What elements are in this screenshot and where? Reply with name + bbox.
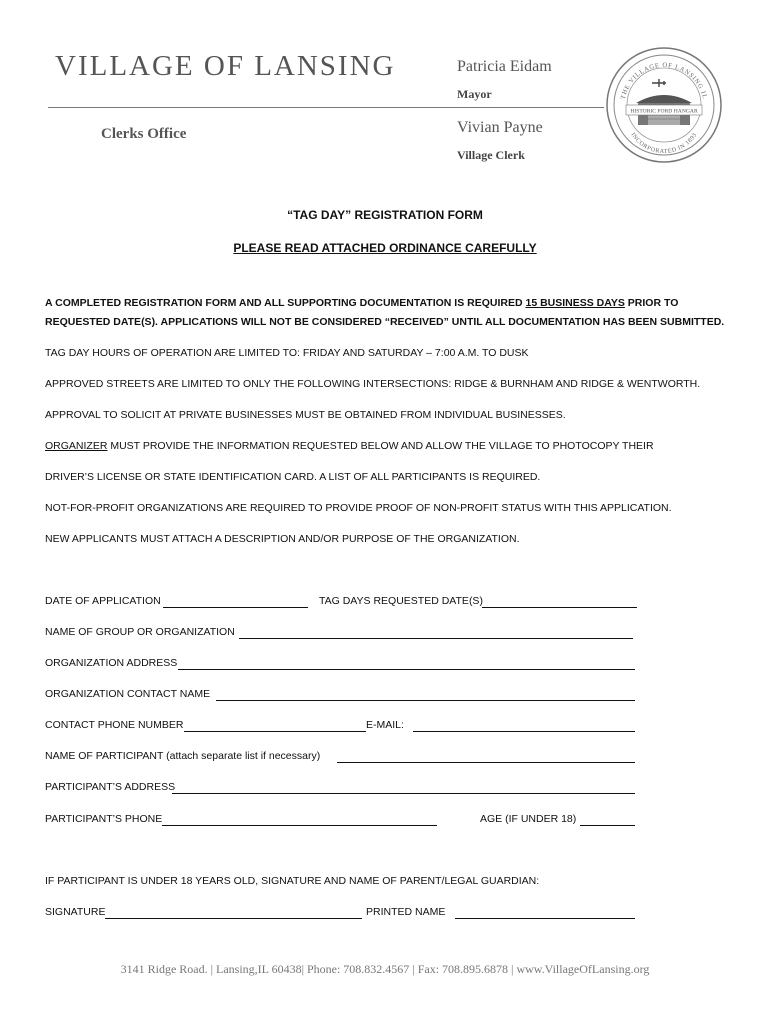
form-title: “TAG DAY” REGISTRATION FORM	[287, 208, 483, 222]
age-field[interactable]	[580, 825, 635, 826]
mayor-title: Mayor	[457, 87, 492, 101]
signature-field[interactable]	[105, 918, 362, 919]
instruction-new-applicants: NEW APPLICANTS MUST ATTACH A DESCRIPTION AND/OR PURPOSE OF THE ORGANIZATION.	[45, 533, 520, 545]
instruction-hours: TAG DAY HOURS OF OPERATION ARE LIMITED TO: FRIDAY AND SATURDAY – 7:00 A.M. TO DUSK	[45, 347, 529, 359]
participant-name-label: NAME OF PARTICIPANT (attach separate list if necessary)	[45, 750, 321, 762]
age-label: AGE (IF UNDER 18)	[480, 813, 577, 825]
mayor-name: Patricia Eidam	[457, 58, 552, 75]
tag-days-requested-field[interactable]	[482, 607, 637, 608]
date-of-application-label: DATE OF APPLICATION	[45, 595, 161, 607]
tag-days-requested-label: TAG DAYS REQUESTED DATE(S)	[319, 595, 483, 607]
instruction-organizer: ORGANIZER MUST PROVIDE THE INFORMATION REQUESTED BELOW AND ALLOW THE VILLAGE TO PHOTOCOPY THEIR	[45, 440, 654, 452]
footer-contact: 3141 Ridge Road. | Lansing,IL 60438| Phone: 708.832.4567 | Fax: 708.895.6878 | www.VillageOfLansing.org	[120, 962, 650, 976]
instruction-license: DRIVER’S LICENSE OR STATE IDENTIFICATION CARD. A LIST OF ALL PARTICIPANTS IS REQUIRED.	[45, 471, 541, 483]
office-name: Clerks Office	[101, 126, 187, 142]
village-name: VILLAGE OF LANSING	[55, 50, 396, 82]
group-name-field[interactable]	[239, 638, 633, 639]
instruction-streets: APPROVED STREETS ARE LIMITED TO ONLY THE FOLLOWING INTERSECTIONS: RIDGE & BURNHAM AND RIDGE & WENTWORTH.	[45, 378, 701, 390]
group-name-label: NAME OF GROUP OR ORGANIZATION	[45, 626, 235, 638]
signature-label: SIGNATURE	[45, 906, 106, 918]
printed-name-label: PRINTED NAME	[366, 906, 446, 918]
participant-address-label: PARTICIPANT’S ADDRESS	[45, 781, 176, 793]
instruction-approval: APPROVAL TO SOLICIT AT PRIVATE BUSINESSES MUST BE OBTAINED FROM INDIVIDUAL BUSINESSES.	[45, 409, 566, 421]
instruction-received: REQUESTED DATE(S). APPLICATIONS WILL NOT BE CONSIDERED “RECEIVED” UNTIL ALL DOCUMENTATION HAS BEEN SUBMITTED.	[45, 316, 725, 328]
seal-banner-text: HISTORIC FORD HANGAR	[630, 108, 698, 115]
org-contact-field[interactable]	[216, 700, 635, 701]
participant-phone-label: PARTICIPANT’S PHONE	[45, 813, 163, 825]
org-address-label: ORGANIZATION ADDRESS	[45, 657, 178, 669]
seal-bottom-text: INCORPORATED IN 1893	[629, 131, 699, 156]
clerk-name: Vivian Payne	[457, 119, 543, 136]
org-contact-label: ORGANIZATION CONTACT NAME	[45, 688, 211, 700]
guardian-note: IF PARTICIPANT IS UNDER 18 YEARS OLD, SIGNATURE AND NAME OF PARENT/LEGAL GUARDIAN:	[45, 875, 540, 887]
form-subtitle: PLEASE READ ATTACHED ORDINANCE CAREFULLY	[233, 241, 537, 255]
clerk-title: Village Clerk	[457, 148, 525, 162]
participant-name-field[interactable]	[337, 762, 635, 763]
participant-address-field[interactable]	[172, 793, 635, 794]
header-divider	[48, 107, 604, 108]
email-label: E-MAIL:	[366, 719, 404, 731]
org-address-field[interactable]	[178, 669, 635, 670]
instruction-required-docs: A COMPLETED REGISTRATION FORM AND ALL SUPPORTING DOCUMENTATION IS REQUIRED 15 BUSINESS DAYS PRIOR TO	[45, 297, 679, 309]
village-seal	[604, 45, 724, 165]
contact-phone-label: CONTACT PHONE NUMBER	[45, 719, 184, 731]
organizer-emphasis: ORGANIZER	[45, 440, 108, 452]
participant-phone-field[interactable]	[162, 825, 437, 826]
date-of-application-field[interactable]	[163, 607, 308, 608]
seal-top-text: THE VILLAGE OF LANSING IL	[619, 61, 709, 100]
printed-name-field[interactable]	[455, 918, 635, 919]
email-field[interactable]	[413, 731, 635, 732]
business-days-emphasis: 15 BUSINESS DAYS	[525, 297, 625, 309]
contact-phone-field[interactable]	[184, 731, 366, 732]
instruction-nonprofit: NOT-FOR-PROFIT ORGANIZATIONS ARE REQUIRED TO PROVIDE PROOF OF NON-PROFIT STATUS WITH THIS APPLICATION.	[45, 502, 672, 514]
